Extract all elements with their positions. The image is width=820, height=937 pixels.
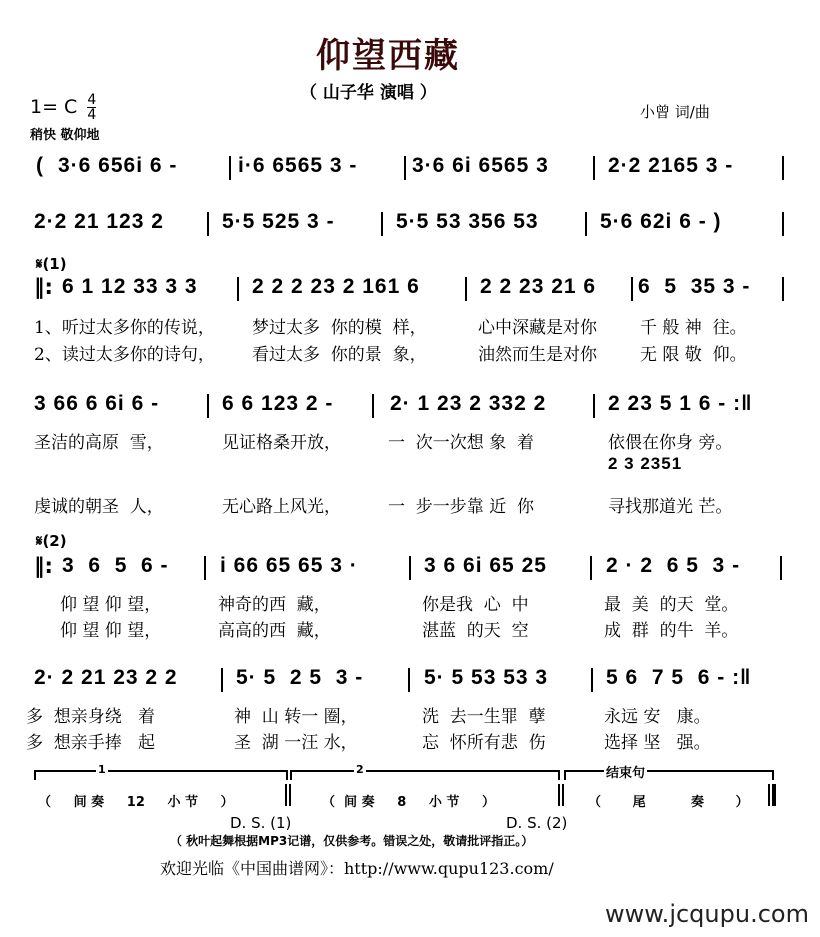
double-bar-line [285, 784, 287, 806]
lyric-verse1: 见证格桑开放， [222, 433, 341, 453]
bar-line [381, 212, 383, 236]
bar-line [780, 556, 782, 580]
measure: 6 1 12 33 3 3 [62, 275, 198, 298]
bar-line [207, 394, 209, 418]
bar-line [591, 668, 593, 692]
watermark: www.jcqupu.com [605, 900, 809, 928]
measure: 2·2 2165 3 - [608, 154, 734, 177]
lyric-verse2: 多 想亲手捧 起 [26, 733, 156, 753]
author-credit: 小曾 词/曲 [640, 103, 710, 121]
key-signature [30, 93, 96, 122]
open-paren: ( [36, 154, 44, 177]
bar-line [404, 156, 406, 180]
ds-1-marking: D. S. (1) [230, 814, 292, 832]
lyric-verse1: 圣洁的高原 雪， [34, 433, 164, 453]
lyric-verse2: 仰 望 仰 望， [60, 621, 162, 641]
outro: （ 尾 奏 ） [588, 795, 749, 810]
measure: 2 · 2 6 5 3 - [606, 554, 741, 577]
lyric-verse2: 看过太多 你的景 象， [252, 345, 427, 365]
repeat-start-icon: ‖: [34, 275, 53, 299]
bar-line [585, 212, 587, 236]
measure: i 66 65 65 3 · [220, 554, 358, 577]
transcriber-note: （ 秋叶起舞根据MP3记谱，仅供参考。错误之处，敬请批评指正。） [170, 834, 534, 848]
measure: 2·2 21 123 2 [34, 210, 164, 233]
bar-line [229, 156, 231, 180]
bar-line [465, 277, 467, 301]
lyric-verse1: 你是我 心 中 [422, 595, 529, 615]
lyric-verse1: 一 次一次想 象 着 [388, 433, 535, 453]
measure: 2 2 23 21 6 [480, 275, 597, 298]
measure: 2· 2 21 23 2 2 [34, 666, 178, 689]
singer-credit: （ 山子华 演唱 ） [300, 83, 437, 103]
lyric-verse1: 仰 望 仰 望， [60, 595, 162, 615]
bar-line [204, 556, 206, 580]
double-bar-line [558, 784, 560, 806]
lyric-verse1: 心中深藏是对你 [478, 318, 597, 338]
ending-2-label: 2 [356, 763, 364, 776]
ending-2-bracket [290, 763, 560, 780]
interlude-12-bars: （ 间 奏 12 小 节 ） [38, 795, 234, 810]
bar-line [408, 668, 410, 692]
measure: 3 6 6i 65 25 [424, 554, 547, 577]
bar-line [590, 556, 592, 580]
bar-line [782, 277, 784, 301]
lyric-verse1: 神奇的西 藏， [218, 595, 331, 615]
measure: 5· 5 53 53 3 [424, 666, 549, 689]
measure: 6 5 35 3 - [638, 275, 751, 298]
measure: 2 2 2 23 2 161 6 [252, 275, 420, 298]
time-sig-bottom: 4 [87, 107, 97, 123]
double-bar-line [562, 784, 564, 806]
measure: 3·6 656i 6 - [58, 154, 178, 177]
final-bar-line [772, 784, 776, 806]
repeat-start-icon: ‖: [34, 554, 53, 578]
ds-2-marking: D. S. (2) [506, 814, 568, 832]
segno-2-icon: 𝄋(2) [36, 532, 67, 550]
lyric-verse2: 无 限 敬 仰。 [640, 345, 747, 365]
lyric-verse2: 油然而生是对你 [478, 345, 597, 365]
segno-1-icon: 𝄋(1) [36, 255, 67, 273]
song-title: 仰望西藏 [316, 36, 460, 76]
bar-line [782, 156, 784, 180]
lyric-verse1: 千 般 神 往。 [640, 318, 747, 338]
time-sig-top: 4 [87, 92, 97, 108]
measure: 6 6 123 2 - [222, 392, 334, 415]
measure: 5 6 7 5 6 - :‖ [606, 666, 752, 689]
measure: 3 6 5 6 - [62, 554, 169, 577]
bar-line [782, 212, 784, 236]
alt-measure-verse2: 2 3 2351 [608, 454, 683, 473]
measure: 5· 5 2 5 3 - [236, 666, 364, 689]
bar-line [221, 668, 223, 692]
lyric-verse2: 寻找那道光 芒。 [608, 497, 733, 517]
coda-bracket [564, 766, 774, 781]
double-bar-line [289, 784, 291, 806]
measure: 5·5 525 3 - [222, 210, 335, 233]
measure: 5·5 53 356 53 [396, 210, 539, 233]
lyric-verse1: 永远 安 康。 [604, 707, 711, 727]
lyric-verse2: 忘 怀所有悲 伤 [422, 733, 546, 753]
measure: 2· 1 23 2 332 2 [390, 392, 547, 415]
lyric-verse1: 最 美 的天 堂。 [604, 595, 739, 615]
lyric-verse2: 高高的西 藏， [218, 621, 331, 641]
measure: 2 23 5 1 6 - :‖ [608, 392, 753, 415]
ending-1-bracket [34, 763, 288, 780]
tempo-marking: 稍快 敬仰地 [30, 128, 100, 143]
interlude-8-bars: （ 间 奏 8 小 节 ） [322, 795, 496, 810]
time-signature [87, 93, 96, 122]
lyric-verse1: 依偎在你身 旁。 [608, 433, 733, 453]
ending-1-label: 1 [98, 763, 106, 776]
bar-line [237, 277, 239, 301]
lyric-verse1: 神 山 转一 圈， [234, 707, 358, 727]
bar-line [631, 277, 633, 301]
final-bar-line [768, 784, 770, 806]
lyric-verse1: 1、听过太多你的传说， [34, 318, 215, 338]
lyric-verse2: 成 群 的牛 羊。 [604, 621, 739, 641]
lyric-verse2: 虔诚的朝圣 人， [34, 497, 164, 517]
welcome-link[interactable]: 欢迎光临《中国曲谱网》：http://www.qupu123.com/ [160, 859, 554, 878]
lyric-verse2: 圣 湖 一汪 水， [234, 733, 358, 753]
measure: 3·6 6i 6565 3 [412, 154, 549, 177]
lyric-verse2: 选择 坚 强。 [604, 733, 711, 753]
bar-line [207, 212, 209, 236]
lyric-verse1: 梦过太多 你的模 样， [252, 318, 427, 338]
bar-line [593, 156, 595, 180]
lyric-verse1: 洗 去一生罪 孽 [422, 707, 546, 727]
measure: 5·6 62i 6 - ) [600, 210, 722, 233]
lyric-verse2: 湛蓝 的天 空 [422, 621, 529, 641]
measure: 3 66 6 6i 6 - [34, 392, 160, 415]
lyric-verse2: 无心路上风光， [222, 497, 341, 517]
measure: i·6 6565 3 - [238, 154, 358, 177]
bar-line [372, 394, 374, 418]
lyric-verse2: 2、读过太多你的诗句， [34, 345, 215, 365]
bar-line [409, 556, 411, 580]
key-label: 1= C [30, 96, 78, 118]
coda-label: 结束句 [604, 762, 647, 781]
lyric-verse1: 多 想亲身绕 着 [26, 707, 156, 727]
bar-line [593, 394, 595, 418]
lyric-verse2: 一 步一步靠 近 你 [388, 497, 535, 517]
